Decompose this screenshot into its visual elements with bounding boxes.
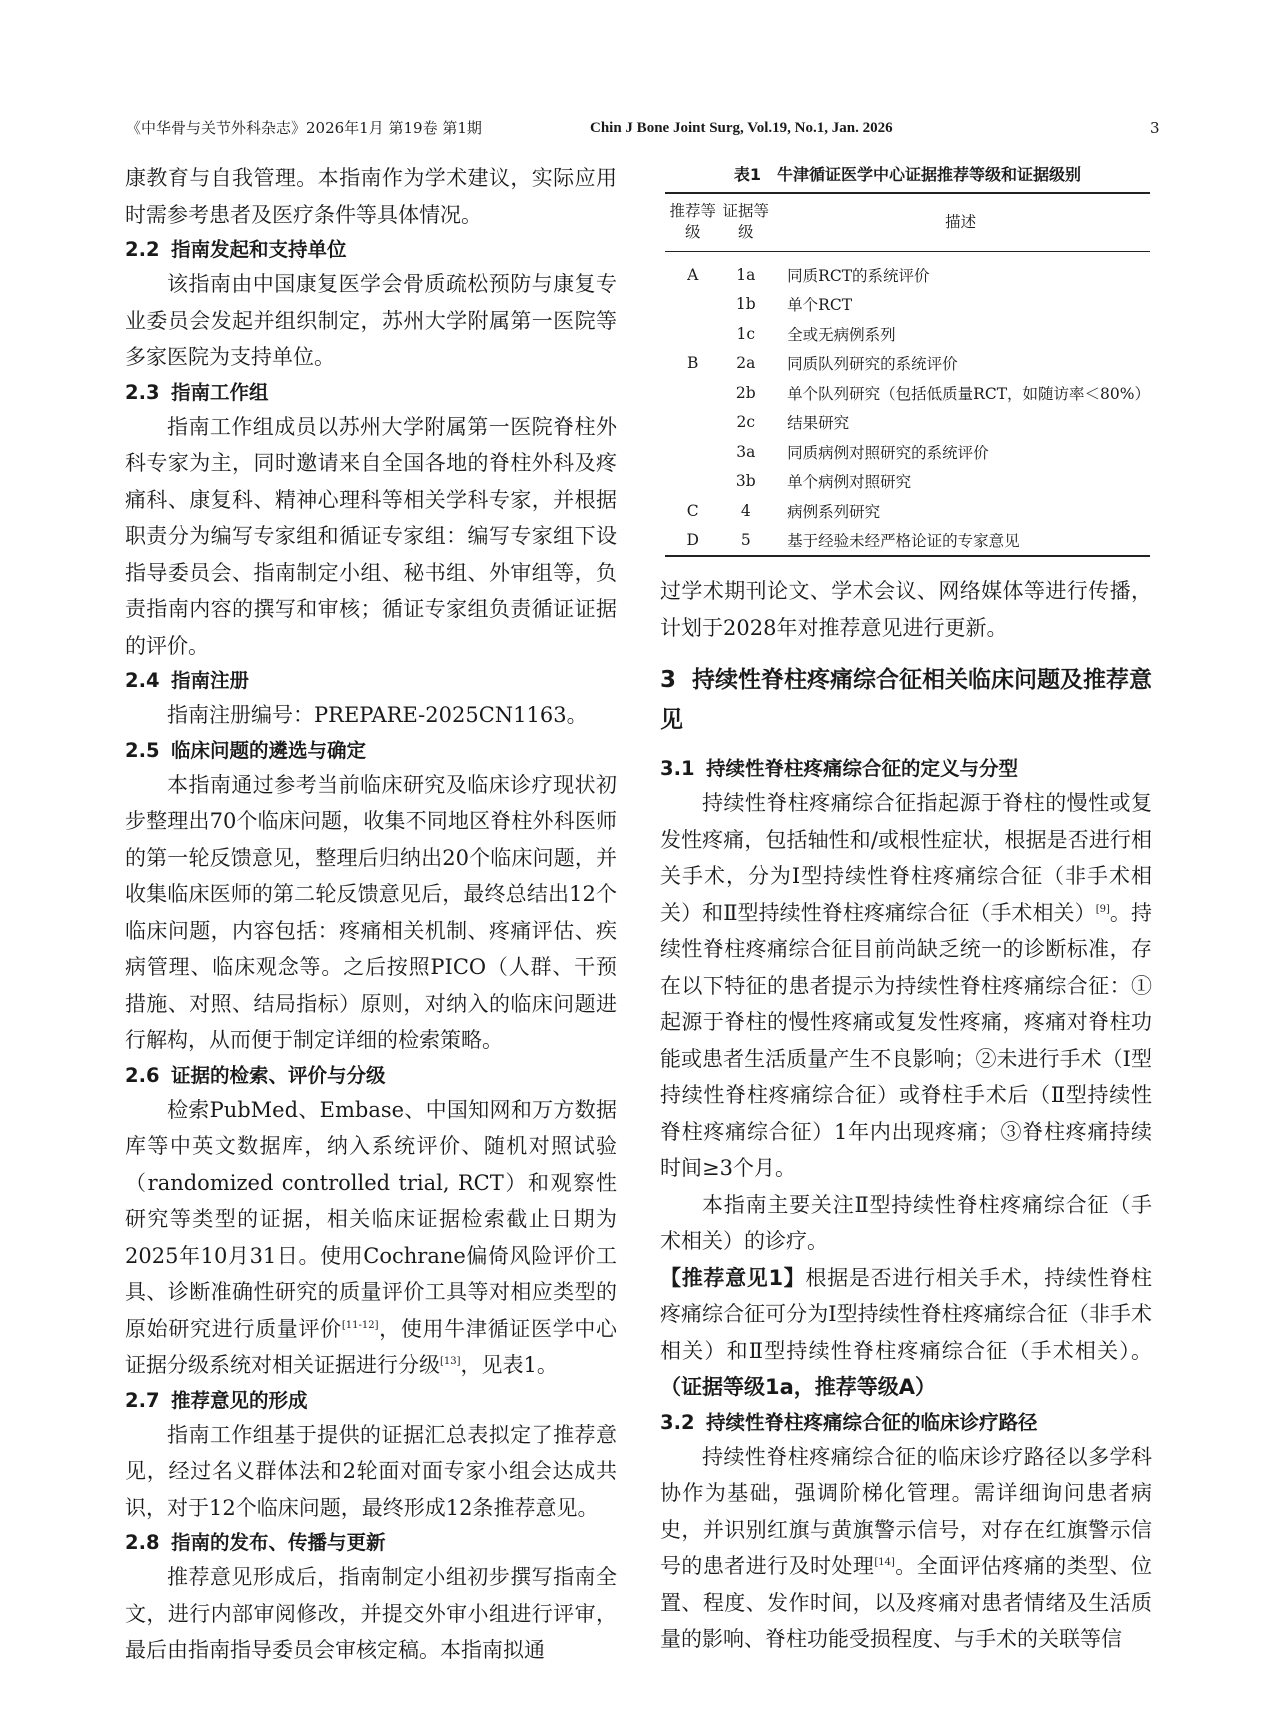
header-cell: 描述 [945, 212, 977, 231]
table-caption: 表1 牛津循证医学中心证据推荐等级和证据级别 [733, 165, 1082, 184]
paragraph: 推荐意见形成后，指南制定小组初步撰写指南全文，进行内部审阅修改，并提交外审小组进行评审，最后由指南指导委员会审核定稿。本指南拟通 [125, 1565, 617, 1662]
paragraph: 指南注册编号：PREPARE-2025CN1163。 [167, 703, 588, 727]
table-row: 2c 结果研究 [736, 413, 850, 433]
paragraph: 指南工作组基于提供的证据汇总表拟定了推荐意见，经过名义群体法和2轮面对面专家小组会达成共识，对于12个临床问题，最终形成12条推荐意见。 [125, 1422, 617, 1520]
table-row: A 1a 同质RCT的系统评价 [687, 265, 930, 285]
section-heading-2-3: 2.3 指南工作组 [125, 380, 269, 404]
citation[interactable]: [9] [1095, 903, 1110, 915]
right-column [660, 573, 1152, 1658]
section-heading-2-2: 2.2 指南发起和支持单位 [125, 238, 347, 261]
table-row: B 2a 同质队列研究的系统评价 [687, 354, 958, 374]
journal-header-en: Chin J Bone Joint Surg, Vol.19, No.1, Jan. 2026 [590, 120, 893, 136]
evidence-table [665, 192, 1150, 557]
header-cell: 推荐等级 [669, 202, 716, 241]
paragraph: 持续性脊柱疼痛综合征指起源于脊柱的慢性或复发性疼痛，包括轴性和/或根性症状，根据是否进行相关手术，分为Ⅰ型持续性脊柱疼痛综合征（非手术相关）和Ⅱ型持续性脊柱疼痛综合征（手术相关）[9]。持续性脊柱疼痛综合征目前尚缺乏统一的诊断标准，存在以下特征的患者提示为持续性脊柱疼痛综合征：①起源于脊柱的慢性疼痛或复发性疼痛，疼痛对脊柱功能或患者生活质量产生不良影响；②未进行手术（Ⅰ型持续性脊柱疼痛综合征）或脊柱手术后（Ⅱ型持续性脊柱疼痛综合征）1年内出现疼痛；③脊柱疼痛持续时间≥3个月。 [660, 791, 1152, 1180]
recommendation-label: 【推荐意见1】 [660, 1265, 806, 1290]
section-heading-2-8: 2.8 指南的发布、传播与更新 [125, 1531, 386, 1554]
paragraph: 该指南由中国康复医学会骨质疏松预防与康复专业委员会发起并组织制定，苏州大学附属第一医院等多家医院为支持单位。 [125, 272, 617, 369]
section-heading-2-5: 2.5 临床问题的遴选与确定 [125, 738, 367, 762]
paragraph: 检索PubMed、Embase、中国知网和万方数据库等中英文数据库，纳入系统评价、随机对照试验（randomized controlled trial, RCT）和观察性研究等类型的证据，相关临床证据检索截止日期为2025年10月31日。使用Cochrane偏倚风险评价工具、诊断准确性研究的质量评价工具等对相应类型的原始研究进行质量评价[11-12]，使用牛津循证医学中心证据分级系统对相关证据进行分级[13]，见表1。 [125, 1097, 618, 1377]
journal-header-cn: 《中华骨与关节外科杂志》2026年1月 第19卷 第1期 [126, 119, 482, 137]
paragraph: 本指南通过参考当前临床研究及临床诊疗现状初步整理出70个临床问题，收集不同地区脊柱外科医师的第一轮反馈意见，整理后归纳出20个临床问题，并收集临床医师的第二轮反馈意见后，最终总结出12个临床问题，内容包括：疼痛相关机制、疼痛评估、疾病管理、临床观念等。之后按照PICO（人群、干预措施、对照、结局指标）原则，对纳入的临床问题进行解构，从而便于制定详细的检索策略。 [125, 772, 617, 1052]
paragraph: 指南工作组成员以苏州大学附属第一医院脊柱外科专家为主，同时邀请来自全国各地的脊柱外科及疼痛科、康复科、精神心理科等相关学科专家，并根据职责分为编写专家组和循证专家组：编写专家组下设指导委员会、指南制定小组、秘书组、外审组等，负责指南内容的撰写和审核；循证专家组负责循证证据的评价。 [125, 414, 617, 658]
citation[interactable]: [11-12] [341, 1319, 379, 1331]
section-heading-3: 3 持续性脊柱疼痛综合征相关临床问题及推荐意见 [660, 667, 1152, 733]
section-heading-2-4: 2.4 指南注册 [125, 669, 250, 692]
table-1 [665, 164, 1150, 557]
table-row: 3a 同质病例对照研究的系统评价 [736, 442, 989, 462]
section-heading-3-1: 3.1 持续性脊柱疼痛综合征的定义与分型 [660, 757, 1019, 780]
citation[interactable]: [13] [440, 1356, 461, 1367]
section-heading-2-6: 2.6 证据的检索、评价与分级 [125, 1063, 386, 1087]
paragraph: 过学术期刊论文、学术会议、网络媒体等进行传播，计划于2028年对推荐意见进行更新。 [660, 579, 1152, 640]
page-number: 3 [1150, 119, 1160, 137]
header-cell: 证据等级 [722, 202, 770, 241]
table-row: C 4 病例系列研究 [686, 501, 881, 521]
paragraph: 康教育与自我管理。本指南作为学术建议，实际应用时需参考患者及医疗条件等具体情况。 [125, 166, 617, 227]
paragraph: 持续性脊柱疼痛综合征的临床诊疗路径以多学科协作为基础，强调阶梯化管理。需详细询问患者病史，并识别红旗与黄旗警示信号，对存在红旗警示信号的患者进行及时处理[14]。全面评估疼痛的类型、位置、程度、发作时间，以及疼痛对患者情绪及生活质量的影响、脊柱功能受损程度、与手术的关联等信 [660, 1444, 1153, 1651]
table-row: 1b 单个RCT [735, 295, 853, 315]
section-heading-3-2: 3.2 持续性脊柱疼痛综合征的临床诊疗路径 [660, 1410, 1038, 1434]
recommendation-grade: （证据等级1a，推荐等级A） [660, 1375, 937, 1399]
recommendation-1: 【推荐意见1】根据是否进行相关手术，持续性脊柱疼痛综合征可分为Ⅰ型持续性脊柱疼痛综合征（非手术相关）和Ⅱ型持续性脊柱疼痛综合征（手术相关）。（证据等级1a，推荐等级A） [660, 1265, 1152, 1399]
paragraph: 本指南主要关注Ⅱ型持续性脊柱疼痛综合征（手术相关）的诊疗。 [660, 1192, 1152, 1253]
citation[interactable]: [14] [874, 1557, 895, 1568]
left-column [125, 160, 617, 1669]
section-heading-2-7: 2.7 推荐意见的形成 [125, 1388, 308, 1412]
table-row: 3b 单个病例对照研究 [735, 472, 912, 492]
table-row: D 5 基于经验未经严格论证的专家意见 [686, 531, 1020, 551]
table-row: 2b 单个队列研究（包括低质量RCT，如随访率＜80%） [735, 383, 1150, 403]
table-row: 1c 全或无病例系列 [736, 324, 896, 344]
